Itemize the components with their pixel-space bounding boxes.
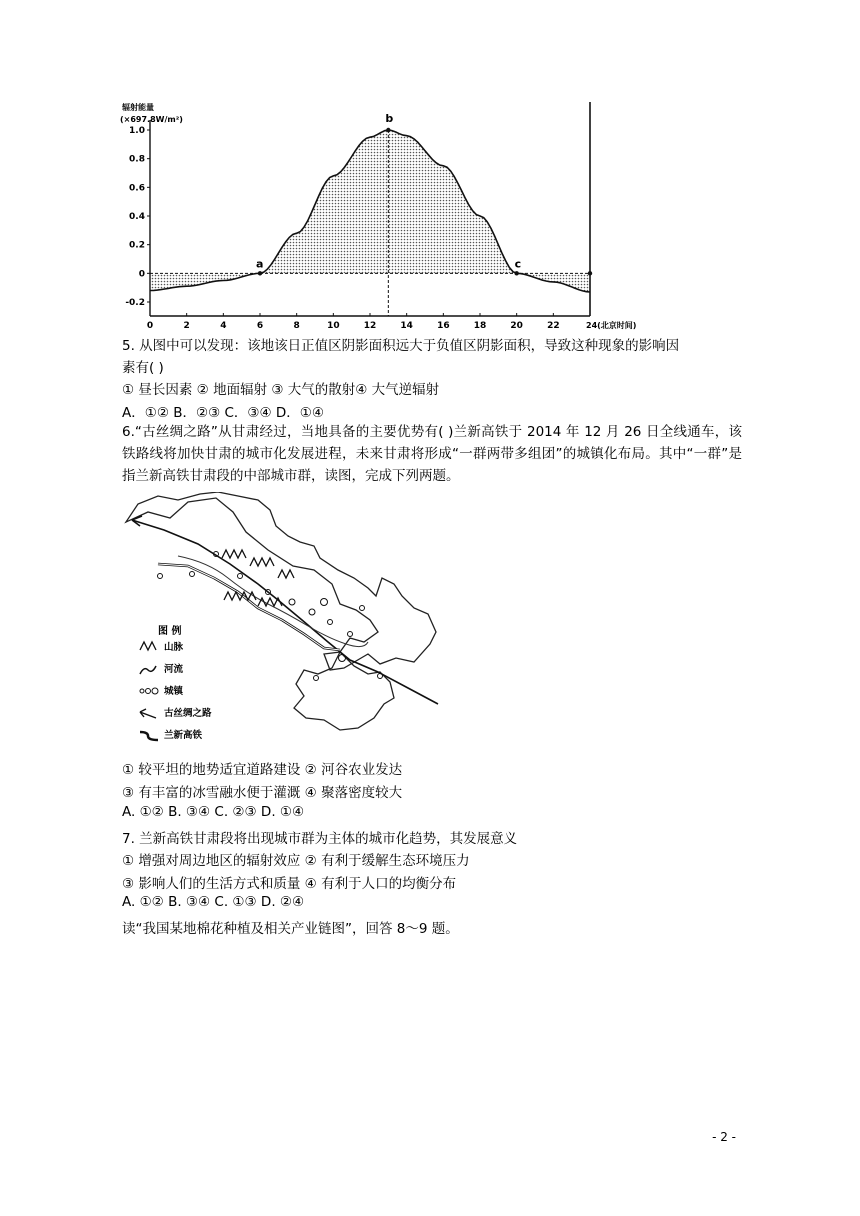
y-tick-label: -0.2 — [125, 298, 145, 308]
y-axis-label: 辐射能量 — [122, 103, 154, 112]
x-tick-label: 0 — [146, 321, 154, 331]
x-tick-label: 14 — [400, 321, 413, 331]
legend-town — [140, 685, 185, 697]
point-label-b: b — [385, 112, 394, 125]
y-tick-label: 0.8 — [129, 154, 145, 165]
q6-paragraph: 6.“古丝绸之路”从甘肃经过，当地具备的主要优势有( )兰新高铁于 2014 年 12 月 26 日全线通车，该铁路线将加快甘肃的城市化发展进程，未来甘肃将形成“一群两带多组团”的城镇化布局。其中“一群”是指兰新高铁甘肃段的中部城市群，读图，完成下列两题。 — [122, 424, 742, 484]
y-tick-label: 0.2 — [129, 240, 145, 251]
q6-answers: A. ①② B. ③④ C. ②③ D. ①④ — [122, 804, 305, 820]
legend-river — [140, 663, 184, 675]
q5-stem-line2: 素有( ) — [122, 360, 164, 376]
town-icon — [140, 689, 144, 693]
x-axis-unit: 24(北京时间) — [586, 321, 637, 330]
legend-mountain-label: 山脉 — [164, 642, 184, 653]
river-icon — [140, 666, 156, 674]
x-tick-label: 8 — [293, 321, 300, 331]
silk-road-line — [132, 520, 438, 704]
legend-town-label: 城镇 — [164, 686, 184, 697]
mountain-icon — [140, 642, 156, 650]
q7-option-line1: ① 增强对周边地区的辐射效应 ② 有利于缓解生态环境压力 — [122, 853, 470, 869]
point-a — [258, 271, 262, 275]
y-axis-unit: (×697.8W/m²) — [120, 115, 183, 124]
y-tick-label: 0.6 — [129, 183, 145, 194]
q5-answers: A．①② B．②③ C．③④ D．①④ — [122, 405, 325, 421]
x-tick-label: 20 — [510, 321, 523, 331]
arrow-icon — [140, 709, 156, 718]
page-number: - 2 - — [712, 1130, 736, 1144]
y-tick-label: 1.0 — [129, 126, 145, 136]
q6-option-line1: ① 较平坦的地势适宜道路建设 ② 河谷农业发达 — [122, 762, 403, 778]
q7-answers: A. ①② B. ③④ C. ①③ D. ②④ — [122, 894, 305, 910]
q5-stem-line1: 5. 从图中可以发现：该地该日正值区阴影面积远大于负值区阴影面积，导致这种现象的影响因 — [122, 338, 680, 354]
legend-railway — [140, 729, 203, 741]
x-tick-label: 18 — [473, 321, 487, 331]
legend-silk-road-label: 古丝绸之路 — [164, 708, 212, 719]
legend-silk-road — [140, 707, 212, 719]
point-label-a: a — [256, 257, 264, 271]
x-tick-label: 2 — [183, 321, 190, 331]
x-tick-label: 16 — [437, 321, 450, 331]
x-tick-label: 4 — [220, 321, 227, 331]
point-b — [386, 128, 390, 132]
mountain-symbols — [222, 550, 294, 606]
shaded-area — [150, 130, 590, 292]
map-legend-title: 图 例 — [158, 626, 182, 637]
x-tick-label: 22 — [547, 321, 560, 331]
q7-stem: 7. 兰新高铁甘肃段将出现城市群为主体的城市化趋势，其发展意义 — [122, 831, 518, 847]
y-tick-label: 0 — [138, 269, 145, 280]
gansu-map — [118, 492, 448, 750]
point-end — [588, 271, 592, 275]
q6-option-line2: ③ 有丰富的冰雪融水便于灌溉 ④ 聚落密度较大 — [122, 785, 403, 801]
q5-options: ① 昼长因素 ② 地面辐射 ③ 大气的散射④ 大气逆辐射 — [122, 382, 440, 398]
y-tick-label: 0.4 — [129, 212, 145, 222]
point-label-c: c — [514, 257, 522, 271]
legend-river-label: 河流 — [164, 664, 184, 675]
q7-option-line2: ③ 影响人们的生活方式和质量 ④ 有利于人口的均衡分布 — [122, 876, 457, 892]
legend-mountain — [140, 641, 184, 653]
next-question-intro: 读“我国某地棉花种植及相关产业链图”，回答 8～9 题。 — [122, 921, 459, 937]
railway-icon — [140, 732, 158, 740]
x-tick-label: 12 — [363, 321, 377, 331]
x-tick-label: 10 — [327, 321, 340, 331]
radiation-chart — [118, 100, 648, 332]
x-tick-label: 6 — [256, 321, 264, 331]
point-c — [514, 271, 518, 275]
legend-railway-label: 兰新高铁 — [164, 730, 203, 741]
